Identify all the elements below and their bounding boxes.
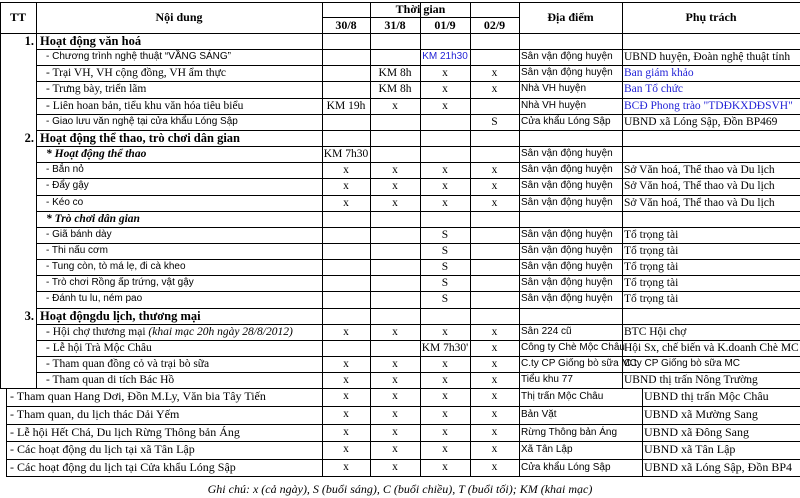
date-cell: x bbox=[491, 341, 498, 354]
location-cell: Xã Tân Lập bbox=[521, 444, 573, 456]
row-divider bbox=[36, 114, 800, 115]
column-divider bbox=[470, 388, 471, 476]
date-cell: x bbox=[392, 180, 398, 193]
date-cell: x bbox=[343, 460, 349, 473]
responsible-cell: BCĐ Phong trào "TDĐKXDĐSVH" bbox=[624, 99, 793, 112]
date-cell: x bbox=[442, 325, 448, 338]
responsible-cell: UBND xã Lóng Sập, Đồn BP4 bbox=[644, 459, 793, 474]
date-cell: x bbox=[343, 407, 349, 420]
date-cell: x bbox=[343, 390, 349, 403]
date-cell: S bbox=[441, 293, 449, 306]
responsible-cell: Ban Tổ chức bbox=[624, 83, 684, 96]
column-divider bbox=[36, 2, 37, 388]
date-cell: x bbox=[343, 196, 349, 209]
responsible-cell: UBND xã Mường Sang bbox=[644, 406, 758, 421]
row-divider bbox=[36, 308, 800, 309]
responsible-cell: Tổ trọng tài bbox=[624, 244, 679, 257]
date-cell: x bbox=[392, 99, 398, 112]
date-cell: x bbox=[491, 374, 498, 387]
row-divider bbox=[36, 146, 800, 147]
section-number: 1. bbox=[24, 34, 34, 48]
activity-label: - Giã bánh dày bbox=[46, 228, 112, 240]
responsible-cell: Tổ trọng tài bbox=[624, 228, 679, 241]
activity-label: - Tung còn, tò má lẹ, đi cà kheo bbox=[46, 261, 186, 273]
responsible-cell: UBND huyện, Đoàn nghệ thuật tỉnh bbox=[624, 51, 791, 64]
location-cell: Sân vận động huyện bbox=[521, 67, 613, 79]
date-cell: x bbox=[392, 325, 398, 338]
location-cell: Nhà VH huyện bbox=[521, 99, 587, 111]
date-cell: S bbox=[441, 228, 449, 241]
responsible-cell: Tổ trọng tài bbox=[624, 277, 679, 290]
row-divider bbox=[36, 130, 800, 131]
date-cell: x bbox=[343, 425, 349, 438]
activity-label: - Chương trình nghệ thuật “VẦNG SÁNG” bbox=[46, 51, 231, 63]
location-cell: Sân vận động huyện bbox=[521, 196, 613, 208]
location-cell: Công ty Chè Mộc Châu bbox=[521, 341, 625, 353]
section-number: 3. bbox=[24, 308, 34, 323]
responsible-cell: Tổ trọng tài bbox=[624, 293, 679, 306]
date-cell: x bbox=[491, 196, 498, 209]
responsible-cell: UBND thị trấn Mộc Châu bbox=[644, 389, 769, 404]
column-divider bbox=[519, 2, 520, 388]
section-number: 2. bbox=[24, 130, 34, 145]
column-divider bbox=[322, 388, 323, 476]
date-cell: x bbox=[442, 99, 448, 112]
location-cell: Cửa khẩu Lóng Sập bbox=[521, 461, 611, 473]
activity-label: - Lễ hội Trà Mộc Châu bbox=[46, 341, 152, 354]
row-divider bbox=[36, 195, 800, 196]
activity-label: - Tham quan di tích Bác Hồ bbox=[46, 374, 175, 387]
date-cell: x bbox=[442, 407, 448, 420]
subsection-title: * Hoạt động thể thao bbox=[46, 148, 147, 161]
table-top-border bbox=[0, 2, 800, 3]
date-cell: x bbox=[442, 358, 448, 370]
date-cell: x bbox=[392, 460, 398, 473]
header-gap-fix bbox=[370, 2, 371, 17]
row-divider bbox=[36, 275, 800, 276]
date-cell: x bbox=[392, 164, 398, 177]
date-cell: S bbox=[441, 261, 449, 274]
footnote: Ghi chú: x (cả ngày), S (buổi sáng), C (buổi chiều), T (buổi tối); KM (khai mạc) bbox=[207, 482, 593, 497]
row-divider bbox=[36, 340, 800, 341]
date-cell: x bbox=[491, 425, 498, 438]
activity-label: - Lễ hội Hết Chá, Du lịch Rừng Thông bản Áng bbox=[10, 424, 240, 439]
location-cell: Sân vận động huyện bbox=[521, 148, 613, 160]
responsible-cell: UBND thị trấn Nông Trường bbox=[624, 374, 758, 387]
date-cell: x bbox=[491, 83, 498, 96]
location-cell: Tiểu khu 77 bbox=[521, 374, 573, 386]
date-cell: x bbox=[491, 358, 498, 370]
date-cell: x bbox=[442, 164, 448, 177]
date-cell: x bbox=[442, 67, 448, 80]
date-cell: x bbox=[491, 443, 498, 456]
header-tt: TT bbox=[9, 10, 26, 24]
column-divider bbox=[622, 2, 623, 388]
date-cell: x bbox=[442, 83, 448, 96]
location-cell: Nhà VH huyện bbox=[521, 83, 587, 95]
date-cell: KM 19h bbox=[326, 99, 366, 112]
activity-label: - Các hoạt động du lịch tại Cửa khẩu Lóng Sập bbox=[10, 459, 236, 474]
row-divider bbox=[36, 259, 800, 260]
date-cell: x bbox=[343, 443, 349, 456]
activity-label: - Thi nấu cơm bbox=[46, 244, 108, 256]
responsible-cell: BTC Hội chợ bbox=[624, 325, 687, 338]
location-cell: Thị trấn Mộc Châu bbox=[521, 391, 604, 403]
date-cell: x bbox=[392, 358, 398, 370]
location-cell: Sân vận động huyện bbox=[521, 180, 613, 192]
column-divider bbox=[420, 2, 421, 388]
responsible-cell: Sở Văn hoá, Thể thao và Du lịch bbox=[624, 180, 775, 193]
row-divider bbox=[36, 98, 800, 99]
header-date-1: 31/8 bbox=[384, 18, 406, 32]
activity-label: - Tham quan Hang Dơi, Đồn M.Ly, Văn bia Tây Tiến bbox=[10, 389, 266, 404]
location-cell: Bản Vặt bbox=[521, 408, 557, 420]
location-cell: Rừng Thông bản Áng bbox=[521, 426, 618, 438]
location-cell: Cửa khẩu Lóng Sập bbox=[521, 115, 611, 127]
header-date-3: 02/9 bbox=[483, 18, 506, 32]
date-cell: x bbox=[491, 390, 498, 403]
responsible-cell: Tổ trọng tài bbox=[624, 261, 679, 274]
date-cell: S bbox=[491, 115, 498, 128]
column-divider bbox=[642, 388, 643, 476]
header-date-0: 30/8 bbox=[335, 18, 357, 32]
date-cell: x bbox=[491, 325, 498, 338]
date-cell: KM 8h bbox=[378, 83, 412, 96]
section-title: Hoạt động văn hoá bbox=[40, 34, 142, 48]
date-cell: x bbox=[442, 180, 448, 193]
location-cell: Sân vận động huyện bbox=[521, 244, 613, 256]
column-divider bbox=[519, 388, 520, 476]
activity-label: - Giao lưu văn nghệ tại cửa khẩu Lóng Sập bbox=[46, 115, 238, 127]
table-left-border bbox=[0, 2, 1, 388]
location-cell: C.ty CP Giống bò sữa MC bbox=[521, 358, 637, 369]
column-divider bbox=[470, 2, 471, 388]
row-divider bbox=[6, 476, 800, 477]
date-cell: x bbox=[392, 443, 398, 456]
row-divider bbox=[36, 227, 800, 228]
activity-label: - Liên hoan bản, tiểu khu văn hóa tiêu biểu bbox=[46, 99, 244, 112]
row-divider bbox=[36, 243, 800, 244]
row-divider bbox=[36, 324, 800, 325]
activity-label: - Trại VH, VH cộng đồng, VH ẩm thực bbox=[46, 67, 227, 80]
date-cell: x bbox=[343, 164, 349, 177]
section-title: Hoạt độngdu lịch, thương mại bbox=[40, 308, 201, 323]
column-divider bbox=[370, 388, 371, 476]
row-divider bbox=[36, 162, 800, 163]
location-cell: Sân vận động huyện bbox=[521, 228, 613, 240]
date-cell: KM 8h bbox=[378, 67, 412, 80]
activity-label: - Trưng bày, triển lãm bbox=[46, 83, 147, 96]
activity-label: - Trò chơi Rồng ấp trứng, vật gậy bbox=[46, 277, 194, 289]
activity-label: - Tham quan đồng cỏ và trại bò sữa bbox=[46, 358, 210, 370]
date-cell: x bbox=[392, 374, 398, 387]
date-cell: x bbox=[491, 164, 498, 177]
activity-label: - Bắn nỏ bbox=[46, 164, 84, 176]
row-divider bbox=[36, 65, 800, 66]
location-cell: Sân vận động huyện bbox=[521, 164, 613, 176]
date-cell: x bbox=[343, 325, 349, 338]
row-divider bbox=[36, 291, 800, 292]
row-divider bbox=[36, 178, 800, 179]
date-cell: KM 7h30 bbox=[323, 148, 369, 161]
activity-label: - Đẩy gậy bbox=[46, 180, 89, 192]
header-time: Thời gian bbox=[395, 2, 446, 16]
row-divider bbox=[36, 372, 800, 373]
date-cell: KM 7h30' bbox=[421, 341, 469, 354]
responsible-cell: UBND xã Lóng Sập, Đồn BP469 bbox=[624, 115, 778, 128]
header-content: Nội dung bbox=[155, 10, 203, 24]
responsible-cell: C.ty CP Giống bò sữa MC bbox=[624, 358, 740, 369]
activity-label: - Hội chợ thương mại (khai mạc 20h ngày 28/8/2012) bbox=[46, 325, 293, 338]
location-cell: Sân vận động huyện bbox=[521, 51, 613, 63]
lower-left-border bbox=[6, 388, 7, 476]
responsible-cell: UBND xã Đông Sang bbox=[644, 424, 749, 439]
header-responsible: Phụ trách bbox=[685, 10, 737, 24]
date-cell: x bbox=[392, 425, 398, 438]
section-title: Hoạt động thể thao, trò chơi dân gian bbox=[40, 130, 240, 145]
header-location: Địa điểm bbox=[547, 10, 594, 24]
location-cell: Sân 224 cũ bbox=[521, 325, 572, 337]
column-divider bbox=[420, 388, 421, 476]
date-cell: S bbox=[441, 244, 449, 257]
row-divider bbox=[36, 211, 800, 212]
activity-label: - Tham quan, du lịch thác Dải Yếm bbox=[10, 406, 180, 421]
date-cell: x bbox=[491, 180, 498, 193]
date-cell: S bbox=[441, 277, 449, 290]
location-cell: Sân vận động huyện bbox=[521, 293, 613, 305]
activity-label: - Đánh tu lu, ném pao bbox=[46, 293, 143, 305]
subsection-title: * Trò chơi dân gian bbox=[46, 212, 140, 225]
date-cell: x bbox=[392, 196, 398, 209]
date-cell: x bbox=[442, 390, 448, 403]
activity-label: - Kéo co bbox=[46, 196, 84, 208]
date-cell: x bbox=[392, 390, 398, 403]
responsible-cell: Ban giám khảo bbox=[624, 67, 694, 80]
row-divider bbox=[36, 81, 800, 82]
row-divider bbox=[36, 356, 800, 357]
activity-label: - Các hoạt động du lịch tại xã Tân Lập bbox=[10, 442, 195, 457]
date-cell: x bbox=[491, 460, 498, 473]
date-cell: x bbox=[442, 425, 448, 438]
responsible-cell: Sở Văn hoá, Thể thao và Du lịch bbox=[624, 196, 775, 209]
header-date-2: 01/9 bbox=[434, 18, 456, 32]
activity-note: (khai mạc 20h ngày 28/8/2012) bbox=[145, 325, 293, 338]
date-cell: KM 21h30 bbox=[422, 51, 468, 63]
date-cell: x bbox=[442, 196, 448, 209]
column-divider bbox=[322, 2, 323, 388]
row-divider bbox=[36, 49, 800, 50]
date-cell: x bbox=[491, 67, 498, 80]
location-cell: Sân vận động huyện bbox=[521, 261, 613, 273]
date-cell: x bbox=[343, 180, 349, 193]
date-cell: x bbox=[491, 407, 498, 420]
date-cell: x bbox=[442, 443, 448, 456]
column-divider bbox=[370, 2, 371, 388]
responsible-cell: Hội Sx, chế biến và K.doanh Chè MC bbox=[624, 341, 799, 354]
responsible-cell: Sở Văn hoá, Thể thao và Du lịch bbox=[624, 164, 775, 177]
date-cell: x bbox=[392, 407, 398, 420]
date-cell: x bbox=[343, 374, 349, 387]
date-cell: x bbox=[442, 460, 448, 473]
date-cell: x bbox=[442, 374, 448, 387]
responsible-cell: UBND xã Tân Lập bbox=[644, 442, 736, 457]
location-cell: Sân vận động huyện bbox=[521, 277, 613, 289]
date-cell: x bbox=[343, 358, 349, 370]
